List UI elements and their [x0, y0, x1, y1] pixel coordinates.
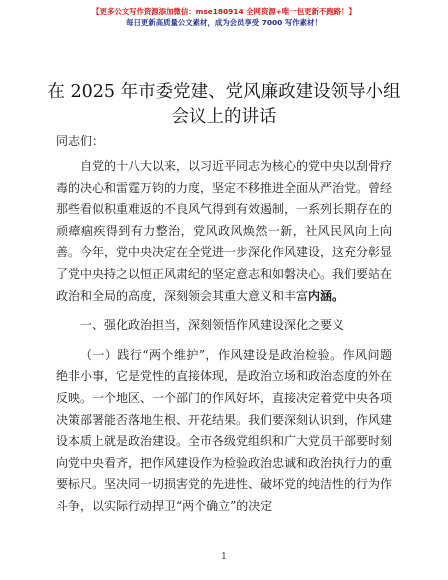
page-number: 1 [221, 552, 227, 562]
top-banner [0, 6, 448, 28]
document-body [56, 156, 392, 518]
banner-promo-line: 【更多公文写作资源添加微信：mse180914 全网资源+唯一包更新不跑路！】 [92, 7, 356, 16]
intro-paragraph [56, 156, 392, 307]
section-heading: 一、强化政治担当，深刻领悟作风建设深化之要义 [80, 318, 345, 333]
intro-text: 自党的十八大以来，以习近平同志为核心的党中央以刮骨疗毒的决心和雷霆万钧的力度，坚定不移推进全面从严治党。曾经那些看似积重难返的不良风气得到有效遏制，一系列长期存在的顽瘴痼疾得到有力整治，党风政风焕然一新，社风民风向上向善。今年，党中央决定在全党进一步深化作风建设，这充分彰显了党中央持之以恒正风肃纪的坚定意志和如磐决心。我们要站在政治和全局的高度，深刻领会其重大意义和丰富 [56, 159, 393, 303]
subsection-paragraph: （一）践行“两个维护”，作风建设是政治检验。作风问题绝非小事，它是党性的直接体现，是政治立场和政治态度的外在反映。一个地区、一个部门的作风好坏，直接决定着党中央各项决策部署能否落地生根、开花结果。我们要深刻认识到，作风建设本质上就是政治建设。全市各级党组织和广大党员干部要时刻向党中央看齐，把作风建设作为检验政治忠诚和政治执行力的重要标尺。坚决同一切损害党的先进性、破坏党的纯洁性的行为作斗争，以实际行动捍卫“两个确立”的决定 [56, 347, 393, 513]
salutation: 同志们： [56, 134, 105, 148]
document-title: 在 2025 年市委党建、党风廉政建设领导小组会议上的讲话 [47, 82, 401, 127]
banner-member-line: 每日更新高质量公文素材，成为会员享受 7000 写作素材！ [126, 18, 322, 27]
intro-bold-text: 内涵。 [308, 288, 345, 303]
